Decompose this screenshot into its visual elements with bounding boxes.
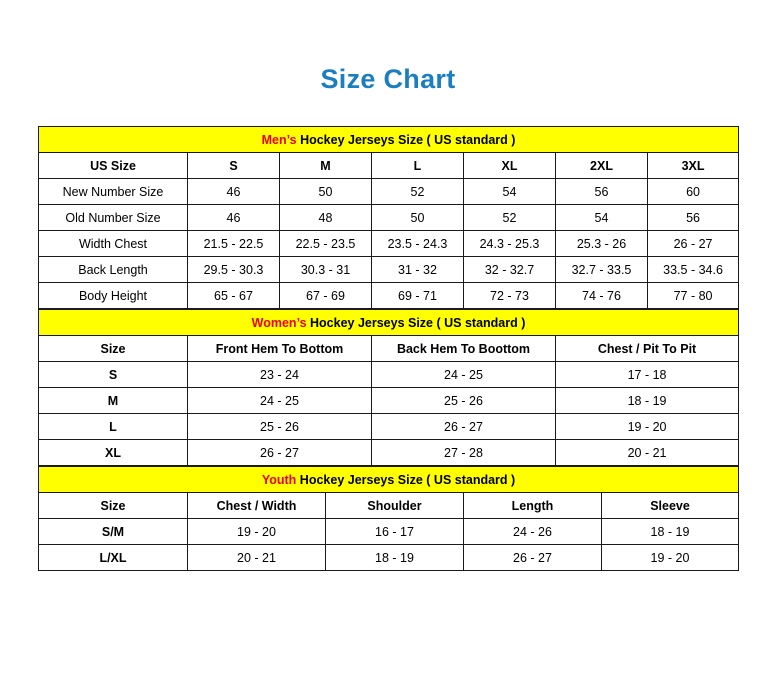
mens-cell-0-5: 60 [648, 179, 739, 205]
youth-cell-0-1: 16 - 17 [326, 519, 464, 545]
mens-cell-4-3: 72 - 73 [464, 283, 556, 309]
youth-cell-1-0: 20 - 21 [188, 545, 326, 571]
youth-row-label-0: S/M [39, 519, 188, 545]
womens-col-header-0: Size [39, 336, 188, 362]
mens-row-label-2: Width Chest [39, 231, 188, 257]
mens-cell-4-1: 67 - 69 [280, 283, 372, 309]
table-row [39, 205, 739, 231]
mens-row-label-4: Body Height [39, 283, 188, 309]
mens-col-header-0: US Size [39, 153, 188, 179]
mens-cell-1-0: 46 [188, 205, 280, 231]
mens-cell-2-5: 26 - 27 [648, 231, 739, 257]
youth-col-header-0: Size [39, 493, 188, 519]
mens-cell-0-1: 50 [280, 179, 372, 205]
youth-cell-1-2: 26 - 27 [464, 545, 602, 571]
mens-cell-1-2: 50 [372, 205, 464, 231]
mens-cell-1-1: 48 [280, 205, 372, 231]
mens-cell-0-3: 54 [464, 179, 556, 205]
mens-cell-4-0: 65 - 67 [188, 283, 280, 309]
table-row [39, 257, 739, 283]
mens-cell-2-0: 21.5 - 22.5 [188, 231, 280, 257]
youth-cell-0-2: 24 - 26 [464, 519, 602, 545]
mens-cell-2-3: 24.3 - 25.3 [464, 231, 556, 257]
mens-cell-3-3: 32 - 32.7 [464, 257, 556, 283]
mens-row-label-3: Back Length [39, 257, 188, 283]
mens-cell-1-4: 54 [556, 205, 648, 231]
youth-col-header-2: Shoulder [326, 493, 464, 519]
table-row [39, 388, 739, 414]
womens-cell-1-2: 18 - 19 [556, 388, 739, 414]
youth-row-label-1: L/XL [39, 545, 188, 571]
womens-cell-2-0: 25 - 26 [188, 414, 372, 440]
youth-col-header-4: Sleeve [602, 493, 739, 519]
table-row [39, 362, 739, 388]
youth-col-header-3: Length [464, 493, 602, 519]
table-row [39, 414, 739, 440]
womens-col-header-2: Back Hem To Boottom [372, 336, 556, 362]
mens-cell-0-4: 56 [556, 179, 648, 205]
mens-col-header-5: 2XL [556, 153, 648, 179]
mens-cell-2-2: 23.5 - 24.3 [372, 231, 464, 257]
mens-cell-3-2: 31 - 32 [372, 257, 464, 283]
womens-row-label-3: XL [39, 440, 188, 466]
mens-cell-3-0: 29.5 - 30.3 [188, 257, 280, 283]
womens-cell-3-1: 27 - 28 [372, 440, 556, 466]
table-section-header-row [39, 127, 739, 153]
womens-col-header-3: Chest / Pit To Pit [556, 336, 739, 362]
youth-col-header-1: Chest / Width [188, 493, 326, 519]
womens-size-table [38, 309, 739, 466]
table-row [39, 545, 739, 571]
mens-cell-4-2: 69 - 71 [372, 283, 464, 309]
womens-heading-rest: Hockey Jerseys Size ( US standard ) [306, 315, 526, 330]
mens-section-heading [39, 127, 739, 153]
table-row [39, 283, 739, 309]
womens-cell-0-2: 17 - 18 [556, 362, 739, 388]
mens-heading-rest: Hockey Jerseys Size ( US standard ) [296, 132, 516, 147]
size-chart-container [38, 126, 738, 571]
youth-section-heading [39, 467, 739, 493]
mens-cell-1-3: 52 [464, 205, 556, 231]
table-row [39, 231, 739, 257]
womens-col-header-1: Front Hem To Bottom [188, 336, 372, 362]
table-row [39, 440, 739, 466]
youth-heading-accent: Youth [261, 472, 297, 487]
table-header-row [39, 153, 739, 179]
youth-cell-1-3: 19 - 20 [602, 545, 739, 571]
mens-cell-3-5: 33.5 - 34.6 [648, 257, 739, 283]
table-section-header-row [39, 310, 739, 336]
womens-cell-3-2: 20 - 21 [556, 440, 739, 466]
youth-cell-1-1: 18 - 19 [326, 545, 464, 571]
mens-cell-3-1: 30.3 - 31 [280, 257, 372, 283]
womens-heading-accent: Women’s [251, 315, 307, 330]
mens-heading-accent: Men’s [261, 132, 297, 147]
mens-cell-4-4: 74 - 76 [556, 283, 648, 309]
mens-cell-0-0: 46 [188, 179, 280, 205]
womens-row-label-2: L [39, 414, 188, 440]
womens-cell-0-1: 24 - 25 [372, 362, 556, 388]
womens-section-heading [39, 310, 739, 336]
womens-cell-1-1: 25 - 26 [372, 388, 556, 414]
womens-cell-0-0: 23 - 24 [188, 362, 372, 388]
mens-cell-0-2: 52 [372, 179, 464, 205]
mens-size-table [38, 126, 739, 309]
mens-col-header-1: S [188, 153, 280, 179]
table-section-header-row [39, 467, 739, 493]
mens-cell-1-5: 56 [648, 205, 739, 231]
mens-cell-4-5: 77 - 80 [648, 283, 739, 309]
table-header-row [39, 493, 739, 519]
mens-col-header-6: 3XL [648, 153, 739, 179]
mens-col-header-3: L [372, 153, 464, 179]
mens-row-label-0: New Number Size [39, 179, 188, 205]
mens-col-header-4: XL [464, 153, 556, 179]
youth-heading-rest: Hockey Jerseys Size ( US standard ) [296, 472, 516, 487]
womens-row-label-1: M [39, 388, 188, 414]
mens-row-label-1: Old Number Size [39, 205, 188, 231]
womens-cell-1-0: 24 - 25 [188, 388, 372, 414]
table-header-row [39, 336, 739, 362]
mens-cell-2-1: 22.5 - 23.5 [280, 231, 372, 257]
youth-cell-0-3: 18 - 19 [602, 519, 739, 545]
womens-row-label-0: S [39, 362, 188, 388]
page-title: Size Chart [320, 64, 456, 94]
womens-cell-2-2: 19 - 20 [556, 414, 739, 440]
mens-col-header-2: M [280, 153, 372, 179]
mens-cell-2-4: 25.3 - 26 [556, 231, 648, 257]
womens-cell-2-1: 26 - 27 [372, 414, 556, 440]
youth-size-table [38, 466, 739, 571]
mens-cell-3-4: 32.7 - 33.5 [556, 257, 648, 283]
table-row [39, 519, 739, 545]
youth-cell-0-0: 19 - 20 [188, 519, 326, 545]
table-row [39, 179, 739, 205]
womens-cell-3-0: 26 - 27 [188, 440, 372, 466]
